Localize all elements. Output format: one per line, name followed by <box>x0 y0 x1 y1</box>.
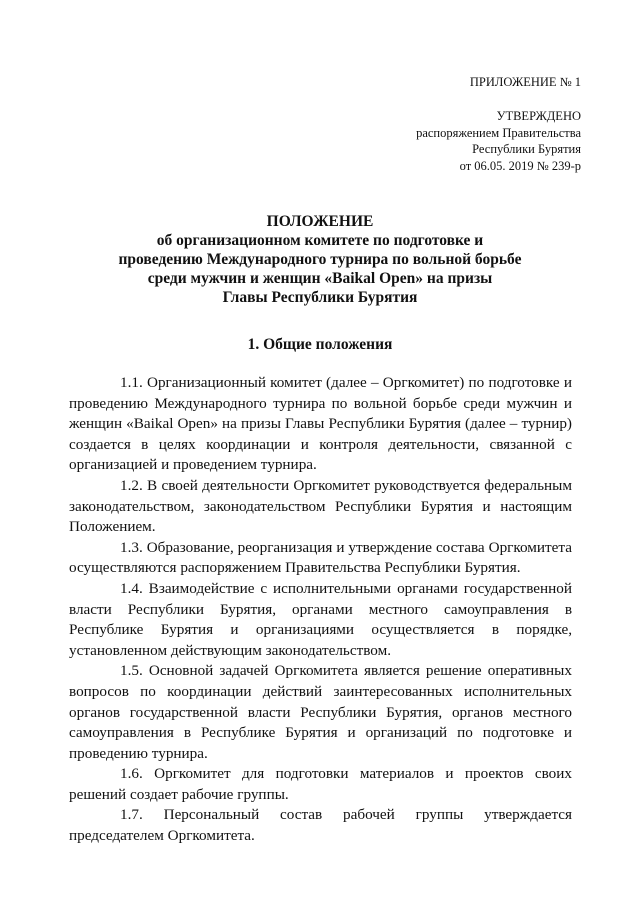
appendix-label: ПРИЛОЖЕНИЕ № 1 <box>469 75 581 89</box>
paragraph-1-2: 1.2. В своей деятельности Оргкомитет руководствуется федеральным законодательством, законодательством Республики Бурятия и настоящим Положением. <box>69 476 572 536</box>
title-line: Главы Республики Бурятия <box>222 289 418 306</box>
title-line: среди мужчин и женщин «Baikal Open» на призы <box>147 270 493 287</box>
approval-stamp-block <box>416 108 581 174</box>
approved-date-number: от 06.05. 2019 № 239-р <box>459 158 581 173</box>
section-body <box>69 373 572 847</box>
title-line: ПОЛОЖЕНИЕ <box>266 213 374 230</box>
document-title <box>0 212 640 307</box>
approved-by-line: распоряжением Правительства <box>416 125 581 140</box>
paragraph-1-1: 1.1. Организационный комитет (далее – Оргкомитет) по подготовке и проведению Международного турнира по вольной борьбе среди мужчин и женщин «Baikal Open» на призы Главы Республики Бурятия (далее – турнир) создается в целях координации и контроля деятельности, связанной с организацией и проведением турнира. <box>69 374 572 474</box>
approved-authority-line: Республики Бурятия <box>472 142 581 156</box>
paragraph-1-5: 1.5. Основной задачей Оргкомитета является решение оперативных вопросов по координации действий заинтересованных исполнительных органов государственной власти Республики Бурятия, органов местного самоуправления в Республике Бурятия и организаций по подготовке и проведению турнира. <box>69 662 572 762</box>
title-line: об организационном комитете по подготовке и <box>156 232 484 249</box>
paragraph-1-3: 1.3. Образование, реорганизация и утверждение состава Оргкомитета осуществляются распоряжением Правительства Республики Бурятия. <box>69 538 572 577</box>
paragraph-1-6: 1.6. Оргкомитет для подготовки материалов и проектов своих решений создает рабочие группы. <box>69 765 572 803</box>
approved-label: УТВЕРЖДЕНО <box>496 109 581 123</box>
title-line: проведению Международного турнира по вольной борьбе <box>118 251 522 268</box>
paragraph-1-4: 1.4. Взаимодействие с исполнительными органами государственной власти Республики Бурятия, органами местного самоуправления в Республике Бурятия и организациями осуществляется в порядке, установленном действующим законодательством. <box>69 579 572 659</box>
section-heading: 1. Общие положения <box>247 336 393 353</box>
paragraph-1-7: 1.7. Персональный состав рабочей группы утверждается председателем Оргкомитета. <box>69 806 572 845</box>
